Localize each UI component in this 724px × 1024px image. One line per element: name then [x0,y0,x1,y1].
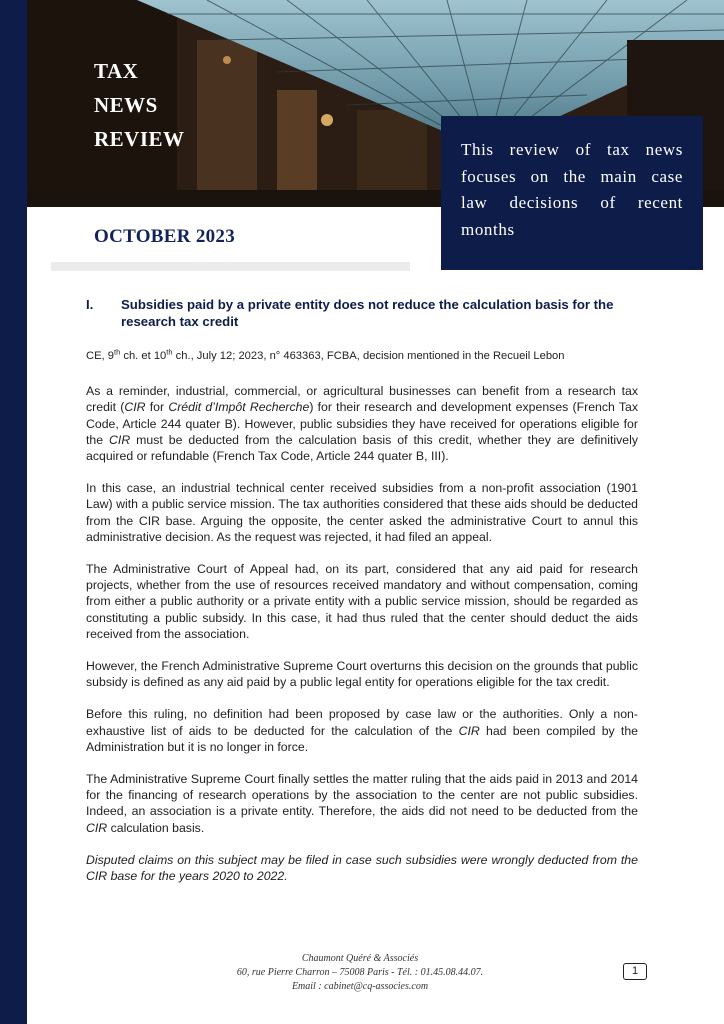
left-accent-bar [0,0,27,1024]
paragraph-4: However, the French Administrative Supreme Court overturns this decision on the grounds that public subsidy is defined as any aid paid by a public legal entity for operations eligible for the tax credit. [86,659,638,690]
masthead-line-1: TAX [94,59,139,83]
case-reference: CE, 9th ch. et 10th ch., July 12; 2023, n° 463363, FCBA, decision mentioned in the Recueil Lebon [86,347,565,362]
footer-address: 60, rue Pierre Charron – 75008 Paris - Tél. : 01.45.08.44.07. [236,967,484,978]
edition-date: OCTOBER 2023 [94,226,236,247]
page-footer [150,952,570,994]
section-heading [86,296,638,330]
section-number: I. [86,297,94,312]
section-title: Subsidies paid by a private entity does not reduce the calculation basis for the research tax credit [121,297,614,329]
summary-box [441,116,703,270]
masthead-title [94,54,185,156]
paragraph-1: As a reminder, industrial, commercial, or agricultural businesses can benefit from a research tax credit (CIR for Crédit d’Impôt Recherche) for their research and development expenses (French Tax Code, Article 244 quater B). However, public subsidies they have received for operations eligible for the CIR must be deducted from the calculation basis of this credit, whether they are definitively acquired or refundable (French Tax Code, Article 244 quater B, III). [86,384,638,464]
masthead-line-2: NEWS [94,93,158,117]
paragraph-5: Before this ruling, no definition had been proposed by case law or the authorities. Only a non-exhaustive list of aids to be deducted for the calculation of the CIR had been compiled by the Administration but it is no longer in force. [86,707,639,754]
footer-email: Email : cabinet@cq-associes.com [291,981,429,992]
paragraph-6: The Administrative Supreme Court finally settles the matter ruling that the aids paid in 2013 and 2014 for the financing of research operations by the association to the center are not public subsidies. Indeed, an association is a private entity. Therefore, the aids did not need to be deducted from the CIR calculation basis. [86,772,638,835]
paragraph-7: Disputed claims on this subject may be filed in case such subsidies were wrongly deducted from the CIR base for the years 2020 to 2022. [86,852,638,884]
summary-text: This review of tax news focuses on the main case law decisions of recent months [461,140,683,239]
article-body [86,296,638,900]
divider-bar [51,262,410,271]
footer-firm: Chaumont Quéré & Associés [301,953,419,964]
paragraph-2: In this case, an industrial technical center received subsidies from a non-profit association (1901 Law) with a public service mission. The tax authorities considered that these aids should be deducted from the CIR base. Arguing the opposite, the center asked the administrative Court to annul this administrative decision. As the request was rejected, it had filed an appeal. [86,481,638,544]
paragraph-3: The Administrative Court of Appeal had, on its part, considered that any aid paid for research projects, whether from the use of resources received mandatory and without compensation, coming from either a public authority or a private entity with a public service mission, should be regarded as constituting a public subsidy. In this case, it had thus ruled that the center should deduct the aids received from the association. [86,562,638,641]
page-number: 1 [623,963,647,980]
masthead-line-3: REVIEW [94,127,185,151]
